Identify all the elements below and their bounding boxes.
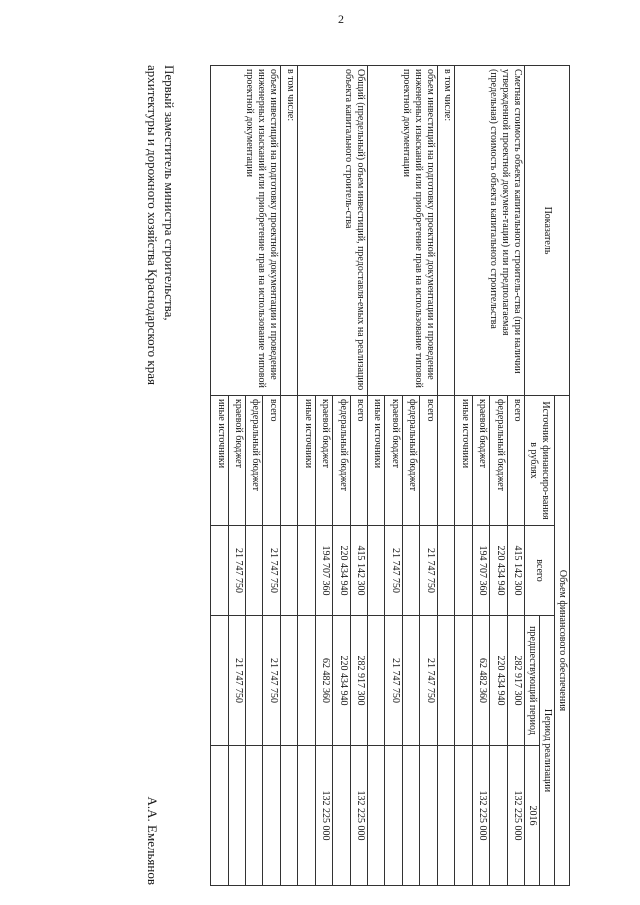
year-cell [298,746,315,886]
total-cell [368,526,385,616]
previous-period-cell [298,616,315,746]
total-cell: 220 434 940 [490,526,507,616]
year-cell: 132 225 000 [350,746,367,886]
total-cell [402,526,419,616]
source-cell: краевой бюджет [385,396,402,526]
year-cell [263,746,280,886]
previous-period-cell [402,616,419,746]
year-cell [211,746,229,886]
source-cell: федеральный бюджет [246,396,263,526]
table-body [211,66,525,886]
previous-period-header: предшествующий период [525,616,540,746]
source-cell: всего [350,396,367,526]
previous-period-cell: 220 434 940 [333,616,350,746]
previous-period-cell [246,616,263,746]
total-cell: 194 707 360 [472,526,489,616]
total-cell: 220 434 940 [333,526,350,616]
period-header: Период реализации [540,616,555,886]
previous-period-cell [368,616,385,746]
empty-cell [280,616,297,746]
year-cell [402,746,419,886]
year-cell [368,746,385,886]
source-cell: иные источники [455,396,472,526]
previous-period-cell: 220 434 940 [490,616,507,746]
previous-period-cell: 21 747 750 [228,616,245,746]
total-cell [298,526,315,616]
source-cell: всего [263,396,280,526]
previous-period-cell: 21 747 750 [263,616,280,746]
year-cell [333,746,350,886]
table-row [507,66,524,886]
source-cell: иные источники [211,396,229,526]
previous-period-cell: 62 482 360 [315,616,332,746]
source-cell: всего [507,396,524,526]
indicator-cell: в том числе: [437,66,454,396]
year-cell [490,746,507,886]
empty-cell [437,746,454,886]
financing-header: Объем финансового обеспечения [555,396,570,886]
total-cell: 415 142 300 [350,526,367,616]
signatory-name: А.А. Емельянов [145,796,160,885]
total-cell: 21 747 750 [228,526,245,616]
total-cell [246,526,263,616]
year-cell [420,746,437,886]
source-cell: иные источники [298,396,315,526]
table-row [280,66,297,886]
empty-cell [437,396,454,526]
indicator-cell: объем инвестиций на подготовку проектной документации и проведение инженерных изысканий или приобретение прав на использование типовой проектной документации [211,66,281,396]
source-cell: федеральный бюджет [402,396,419,526]
indicator-cell: объем инвестиций на подготовку проектной документации и проведение инженерных изысканий или приобретение прав на использование типовой проектной документации [368,66,438,396]
source-cell: краевой бюджет [472,396,489,526]
source-cell: федеральный бюджет [333,396,350,526]
previous-period-cell [455,616,472,746]
signatory-position-line-2: архитектуры и дорожного хозяйства Краснодарского края [145,65,160,385]
empty-cell [280,526,297,616]
total-cell [455,526,472,616]
source-cell: краевой бюджет [315,396,332,526]
total-cell [211,526,229,616]
rotated-sheet [100,65,570,885]
year-cell: 132 225 000 [507,746,524,886]
signatory-position-line-1: Первый заместитель министра строительства, [162,65,177,321]
table-row [437,66,454,886]
empty-cell [280,396,297,526]
previous-period-cell [211,616,229,746]
indicator-cell: Общий (предельный) объем инвестиций, предоставля-емых на реализацию объекта капитального строитель-ства [298,66,368,396]
total-cell: 21 747 750 [420,526,437,616]
year-header: 2016 [525,746,540,886]
previous-period-cell: 282 917 300 [350,616,367,746]
indicator-cell: Сметная стоимость объекта капитального строитель-ства (при наличии утвержденной проектной докумен-тации) или предполагаемая (предельная) стоимость объекта капитального строительства [455,66,525,396]
financing-table [210,65,570,886]
previous-period-cell: 282 917 300 [507,616,524,746]
source-cell: иные источники [368,396,385,526]
total-cell: 21 747 750 [263,526,280,616]
empty-cell [437,526,454,616]
year-cell: 132 225 000 [472,746,489,886]
previous-period-cell: 62 482 360 [472,616,489,746]
total-cell: 415 142 300 [507,526,524,616]
empty-cell [280,746,297,886]
year-cell [455,746,472,886]
year-cell [246,746,263,886]
source-cell: всего [420,396,437,526]
table-row [420,66,437,886]
source-cell: федеральный бюджет [490,396,507,526]
empty-cell [437,616,454,746]
table-row [350,66,367,886]
year-cell: 132 225 000 [315,746,332,886]
indicator-cell: в том числе: [280,66,297,396]
year-cell [228,746,245,886]
previous-period-cell: 21 747 750 [385,616,402,746]
page-number: 2 [338,12,344,26]
previous-period-cell: 21 747 750 [420,616,437,746]
source-header: Источник финансиро-вания в рублях [525,396,555,526]
table-row [263,66,280,886]
total-cell: 194 707 360 [315,526,332,616]
year-cell [385,746,402,886]
total-cell: 21 747 750 [385,526,402,616]
source-cell: краевой бюджет [228,396,245,526]
indicator-header: Показатель [525,66,570,396]
total-header: всего [525,526,555,616]
